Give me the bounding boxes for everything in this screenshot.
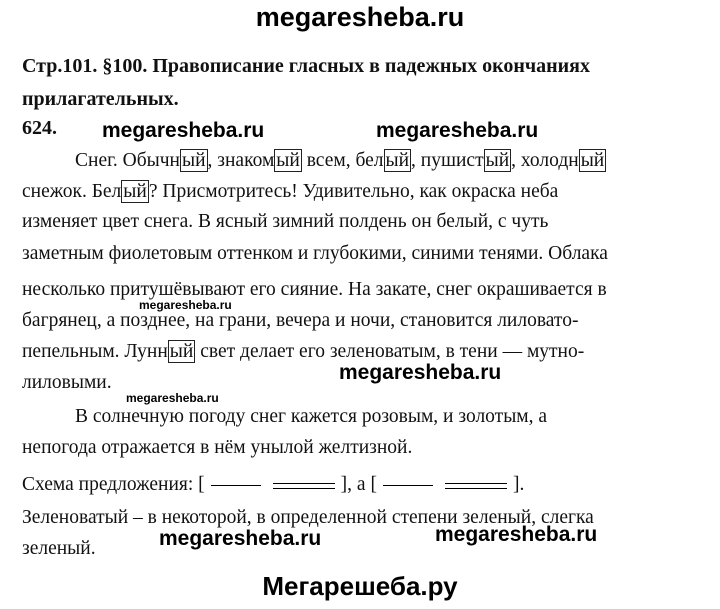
- ending-box: ый: [276, 150, 300, 171]
- text-line: Зеленоватый – в некоторой, в определенной степени зеленый, слегка: [22, 507, 594, 528]
- text-line: изменяет цвет снега. В ясный зимний полдень он белый, с чуть: [22, 211, 549, 232]
- watermark-top: megaresheba.ru: [255, 2, 465, 32]
- inline-watermark: megaresheba.ru: [102, 119, 265, 142]
- subject-underline: [383, 485, 433, 486]
- inline-watermark: megaresheba.ru: [126, 391, 219, 405]
- sentence-scheme: [22, 471, 712, 499]
- ending-box: ый: [182, 150, 206, 171]
- text-line: непогода отражается в нём унылой желтизной.: [22, 437, 413, 458]
- text-fragment: пепельным. Лунн: [22, 341, 168, 362]
- text-fragment: свет делает его зеленоватым, в тени — мутно-: [195, 341, 585, 362]
- subject-underline: [211, 485, 261, 486]
- ending-box: ый: [580, 150, 605, 171]
- text-line: В солнечную погоду снег кажется розовым, и золотым, а: [75, 406, 548, 427]
- text-line: заметным фиолетовым оттенком и глубокими, синими тенями. Облака: [22, 243, 608, 264]
- predicate-underline: [273, 483, 335, 489]
- inline-watermark: megaresheba.ru: [339, 361, 502, 384]
- text-line: лиловыми.: [22, 372, 112, 393]
- ending-box: ый: [123, 181, 147, 202]
- watermark-bottom: Мегарешеба.ру: [262, 571, 458, 601]
- text-fragment: ? Присмотритесь! Удивительно, как окраска неба: [148, 181, 559, 202]
- text-fragment: Схема предложения: [: [22, 474, 205, 495]
- text-line: зеленый.: [22, 538, 96, 559]
- ending-box: ый: [485, 150, 510, 171]
- text-fragment: , знаком: [207, 150, 275, 171]
- inline-watermark: megaresheba.ru: [376, 119, 539, 142]
- text-fragment: ].: [512, 474, 525, 495]
- text-line: [75, 147, 720, 175]
- ending-box: ый: [169, 341, 194, 362]
- text-fragment: снежок. Бел: [22, 181, 122, 202]
- page-title: Стр.101. §100. Правописание гласных в падежных окончаниях прилагательных.: [22, 55, 590, 110]
- ending-box: ый: [385, 150, 410, 171]
- text-line: [22, 178, 712, 206]
- text-fragment: всем, бел: [301, 150, 384, 171]
- text-fragment: , холодн: [511, 150, 579, 171]
- text-line: несколько притушёвывают его сияние. На закате, снег окрашивается в: [22, 279, 607, 300]
- inline-watermark: megaresheba.ru: [435, 523, 598, 546]
- inline-watermark: megaresheba.ru: [159, 527, 322, 550]
- text-fragment: Снег. Обычн: [75, 150, 180, 171]
- inline-watermark: megaresheba.ru: [139, 298, 232, 312]
- text-fragment: ], а [: [340, 474, 377, 495]
- exercise-number: 624.: [22, 117, 57, 139]
- predicate-underline: [445, 483, 507, 489]
- text-fragment: , пушист: [411, 150, 484, 171]
- text-line: багрянец, а позднее, на грани, вечера и ночи, становится лиловато-: [22, 310, 579, 331]
